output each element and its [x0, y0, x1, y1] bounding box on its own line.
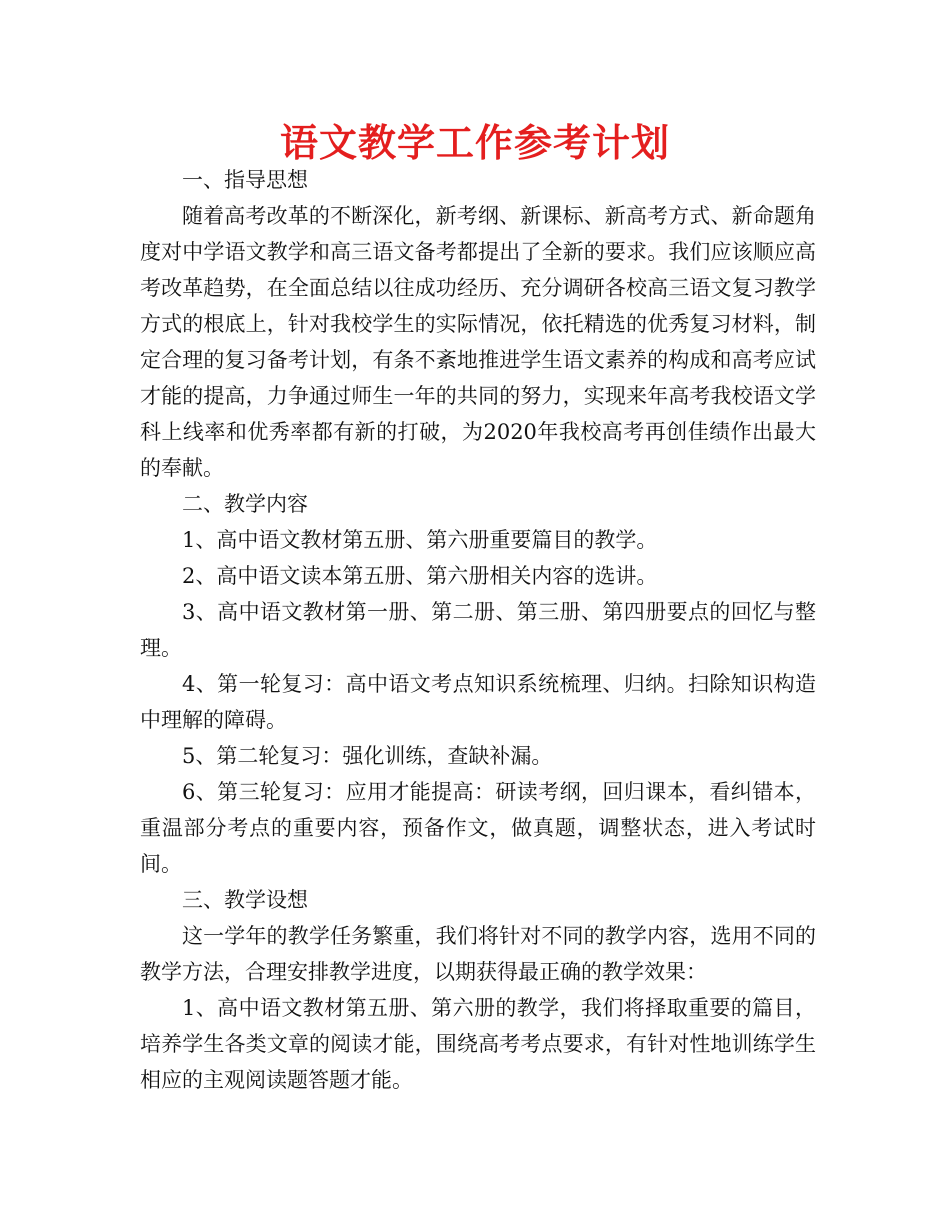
list-item: 1、高中语文教材第五册、第六册的教学，我们将择取重要的篇目，培养学生各类文章的阅读才能，围绕高考考点要求，有针对性地训练学生相应的主观阅读题答题才能。: [140, 996, 816, 1092]
section-heading: 二、教学内容: [182, 492, 308, 516]
list-item: 5、第二轮复习：强化训练，查缺补漏。: [182, 744, 553, 768]
paragraph: 这一学年的教学任务繁重，我们将针对不同的教学内容，选用不同的教学方法，合理安排教学进度，以期获得最正确的教学效果：: [140, 924, 816, 984]
section-heading: 一、指导思想: [182, 168, 308, 192]
document-body: [140, 162, 816, 1098]
list-item: 2、高中语文读本第五册、第六册相关内容的选讲。: [182, 564, 658, 588]
list-item: 3、高中语文教材第一册、第二册、第三册、第四册要点的回忆与整理。: [140, 600, 816, 660]
list-item: 4、第一轮复习：高中语文考点知识系统梳理、归纳。扫除知识构造中理解的障碍。: [140, 672, 816, 732]
paragraph: 随着高考改革的不断深化，新考纲、新课标、新高考方式、新命题角度对中学语文教学和高三语文备考都提出了全新的要求。我们应该顺应高考改革趋势，在全面总结以往成功经历、充分调研各校高三语文复习教学方式的根底上，针对我校学生的实际情况，依托精选的优秀复习材料，制定合理的复习备考计划，有条不紊地推进学生语文素养的构成和高考应试才能的提高，力争通过师生一年的共同的努力，实现来年高考我校语文学科上线率和优秀率都有新的打破，为2020年我校高考再创佳绩作出最大的奉献。: [140, 204, 816, 480]
list-item: 6、第三轮复习：应用才能提高：研读考纲，回归课本，看纠错本，重温部分考点的重要内容，预备作文，做真题，调整状态，进入考试时间。: [140, 780, 816, 876]
list-item: 1、高中语文教材第五册、第六册重要篇目的教学。: [182, 528, 658, 552]
section-heading: 三、教学设想: [182, 888, 308, 912]
document-title: 语文教学工作参考计划: [279, 121, 670, 165]
